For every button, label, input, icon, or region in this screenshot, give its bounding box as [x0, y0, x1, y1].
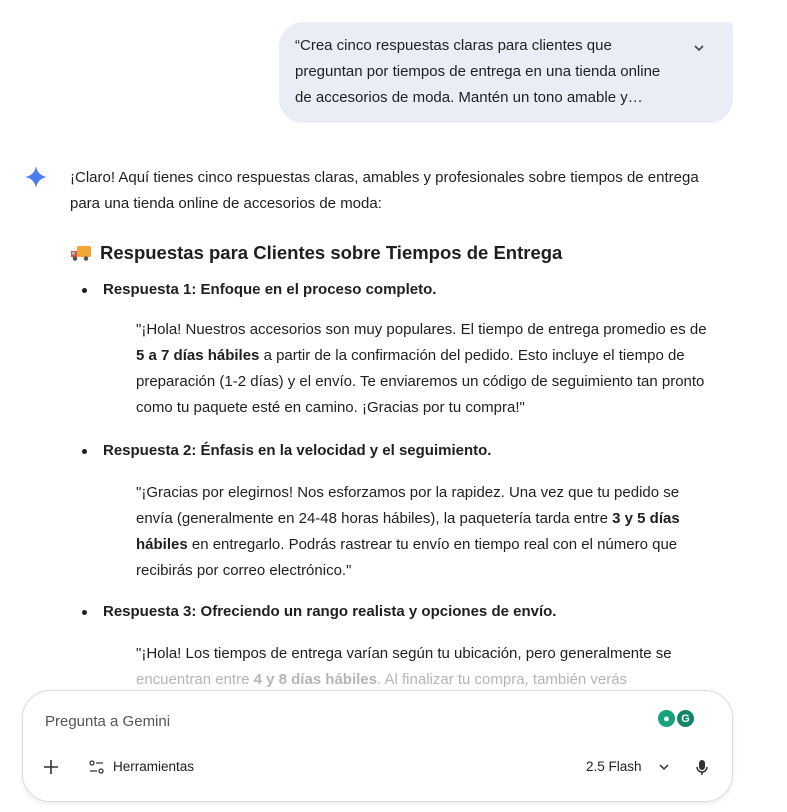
tools-icon	[89, 760, 105, 774]
user-prompt-text: “Crea cinco respuestas claras para clientes que preguntan por tiempos de entrega en una tienda online de accesorios de moda. Mantén un tono amable y…	[295, 37, 661, 106]
heading-text: Respuestas para Clientes sobre Tiempos de Entrega	[100, 242, 563, 263]
tools-button[interactable]	[89, 759, 194, 774]
tools-label: Herramientas	[113, 759, 195, 774]
model-selector[interactable]	[586, 759, 670, 774]
quote-text: "¡Hola! Nuestros accesorios son muy populares. El tiempo de entrega promedio es de	[136, 321, 707, 338]
microphone-button[interactable]	[695, 759, 709, 777]
list-item	[82, 599, 556, 625]
chevron-down-icon[interactable]	[691, 40, 707, 56]
gemini-sparkle-icon	[24, 165, 48, 189]
quote-text: a partir de la confirmación del pedido. Esto incluye el tiempo de preparación (1-2 días) y el envío. Te enviaremos un código de seguimiento tan pronto como tu paquete esté en camino. ¡Gracias por tu compra!"	[136, 347, 705, 416]
quote-2	[136, 480, 716, 584]
quote-3	[136, 641, 716, 693]
quote-1	[136, 317, 716, 421]
quote-emphasis: 5 a 7 días hábiles	[136, 347, 260, 364]
response-intro: ¡Claro! Aquí tienes cinco respuestas claras, amables y profesionales sobre tiempos de entrega para una tienda online de accesorios de moda:	[70, 169, 699, 212]
plus-icon	[43, 759, 59, 775]
extension-icons	[658, 710, 694, 727]
delivery-truck-icon	[70, 244, 92, 262]
chevron-down-icon	[658, 761, 670, 773]
item-title: Respuesta 2: Énfasis en la velocidad y el seguimiento.	[103, 442, 492, 459]
model-label: 2.5 Flash	[586, 759, 642, 774]
response-heading	[70, 242, 562, 264]
prompt-input[interactable]: Pregunta a Gemini	[45, 713, 171, 730]
item-title: Respuesta 1: Enfoque en el proceso completo.	[103, 281, 437, 298]
quote-line: "¡Hola! Los tiempos de entrega varían según tu ubicación, pero generalmente se	[136, 645, 672, 662]
prompt-composer	[22, 690, 733, 802]
grammarly-icon[interactable]: G	[677, 710, 694, 727]
microphone-icon	[695, 759, 709, 777]
lightbulb-icon[interactable]: ●	[658, 710, 675, 727]
quote-text: en entregarlo. Podrás rastrear tu envío en tiempo real con el número que recibirás por correo electrónico."	[136, 536, 678, 579]
quote-text: "¡Gracias por elegirnos! Nos esforzamos por la rapidez. Una vez que tu pedido se envía (generalmente en 24-48 horas hábiles), la paquetería tarda entre	[136, 484, 680, 527]
add-button[interactable]	[43, 759, 59, 775]
user-prompt-bubble	[279, 22, 733, 123]
quote-emphasis: 3 y 5 días hábiles	[136, 510, 680, 553]
quote-line-faded: encuentran entre 4 y 8 días hábiles. Al finalizar tu compra, también verás	[136, 671, 628, 688]
list-item	[82, 438, 491, 464]
item-title: Respuesta 3: Ofreciendo un rango realista y opciones de envío.	[103, 603, 557, 620]
list-item	[82, 277, 436, 303]
